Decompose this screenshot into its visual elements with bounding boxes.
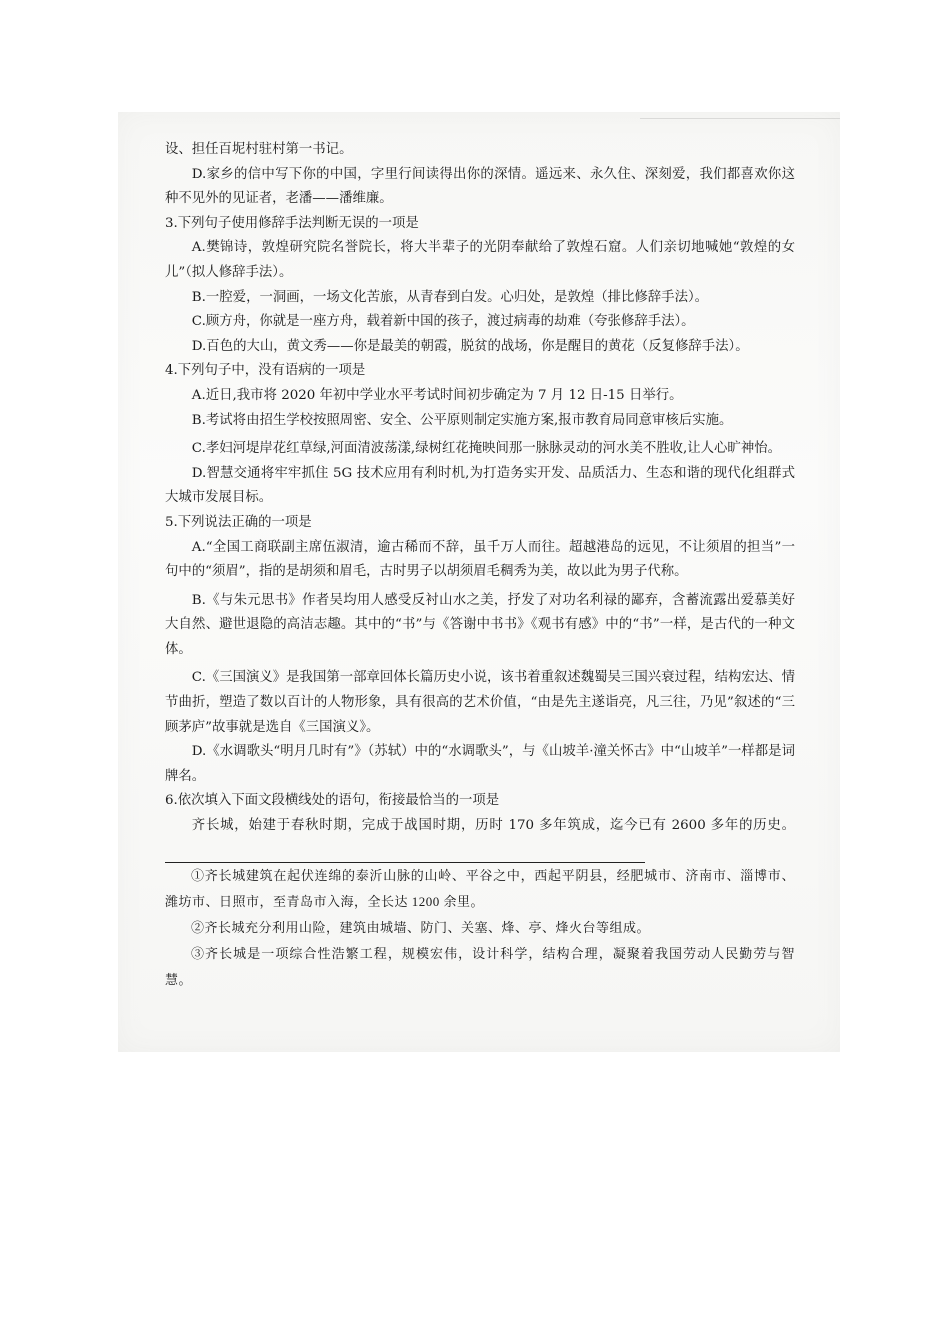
q6-sentence-1: ①齐长城建筑在起伏连绵的泰沂山脉的山岭、平谷之中，西起平阴县，经肥城市、济南市、淄博市、潍坊市、日照市，至青岛市入海，全长达 1200 余里。 bbox=[165, 868, 795, 910]
exam-text bbox=[165, 138, 795, 993]
q5-option-b: B.《与朱元思书》作者吴均用人感受反衬山水之美，抒发了对功名利禄的鄙弃，含蓄流露出爱慕美好大自然、避世退隐的高洁志趣。其中的“书”与《答谢中书书》《观书有感》中的“书”一样，是古代的一种文体。 bbox=[165, 592, 795, 657]
q2-option-d: D.家乡的信中写下你的中国，字里行间读得出你的深情。遥远来、永久住、深刻爱，我们都喜欢你这种不见外的见证者，老潘——潘维廉。 bbox=[165, 166, 795, 207]
q3-option-d: D.百色的大山，黄文秀——你是最美的朝霞，脱贫的战场，你是醒目的黄花（反复修辞手法）。 bbox=[191, 338, 749, 354]
q3-option-c: C.顾方舟，你就是一座方舟，载着新中国的孩子，渡过病毒的劫难（夸张修辞手法）。 bbox=[191, 314, 695, 330]
q6-sentence-3: ③齐长城是一项综合性浩繁工程，规模宏伟，设计科学，结构合理，凝聚着我国劳动人民勤劳与智慧。 bbox=[165, 946, 795, 988]
q4-option-d: D.智慧交通将牢牢抓住 5G 技术应用有利时机,为打造务实开发、品质活力、生态和谐的现代化组群式大城市发展目标。 bbox=[165, 465, 795, 506]
q5-option-a: A.“全国工商联副主席伍淑清，逾古稀而不辞，虽千万人而往。超越港岛的远见，不让须眉的担当”一句中的“须眉”，指的是胡须和眉毛，古时男子以胡须眉毛稠秀为美，故以此为男子代称。 bbox=[165, 539, 795, 580]
text-line-1: 设、担任百坭村驻村第一书记。 bbox=[165, 142, 353, 157]
q4-option-c: C.孝妇河堤岸花红草绿,河面清波荡漾,绿树红花掩映间那一脉脉灵动的河水美不胜收,让人心旷神怡。 bbox=[191, 441, 781, 457]
question-6: 6.依次填入下面文段横线处的语句，衔接最恰当的一项是 bbox=[165, 793, 500, 809]
question-4: 4.下列句子中，没有语病的一项是 bbox=[165, 363, 366, 379]
q3-option-a: A.樊锦诗，敦煌研究院名誉院长，将大半辈子的光阴奉献给了敦煌石窟。人们亲切地喊她“敦煌的女儿”（拟人修辞手法）。 bbox=[165, 240, 795, 280]
answer-blank bbox=[165, 848, 645, 863]
q4-option-a: A.近日,我市将 2020 年初中学业水平考试时间初步确定为 7 月 12 日-15 日举行。 bbox=[191, 387, 683, 403]
q6-passage-text: 齐长城，始建于春秋时期，完成于战国时期，历时 170 多年筑成，迄今已有 2600 多年的历史。 bbox=[191, 818, 795, 834]
q6-passage bbox=[165, 814, 795, 863]
q3-option-b: B.一腔爱，一洞画，一场文化苦旅，从青春到白发。心归处，是敦煌（排比修辞手法）。 bbox=[191, 289, 709, 305]
q5-option-c: C.《三国演义》是我国第一部章回体长篇历史小说，该书着重叙述魏蜀吴三国兴衰过程，结构宏达、情节曲折，塑造了数以百计的人物形象，具有很高的艺术价值，“由是先主遂诣亮，凡三往，乃见”叙述的“三顾茅庐”故事就是选自《三国演义》。 bbox=[165, 670, 796, 735]
question-5: 5.下列说法正确的一项是 bbox=[165, 514, 312, 530]
question-3: 3.下列句子使用修辞手法判断无误的一项是 bbox=[165, 215, 419, 231]
q5-option-d: D.《水调歌头“明月几时有”》（苏轼）中的“水调歌头”，与《山坡羊·潼关怀古》中“山坡羊”一样都是词牌名。 bbox=[165, 744, 795, 784]
q4-option-b: B.考试将由招生学校按照周密、安全、公平原则制定实施方案,报市教育局同意审核后实施。 bbox=[191, 412, 733, 428]
q6-sentence-2: ②齐长城充分利用山险，建筑由城墙、防门、关塞、烽、亭、烽火台等组成。 bbox=[191, 920, 651, 936]
